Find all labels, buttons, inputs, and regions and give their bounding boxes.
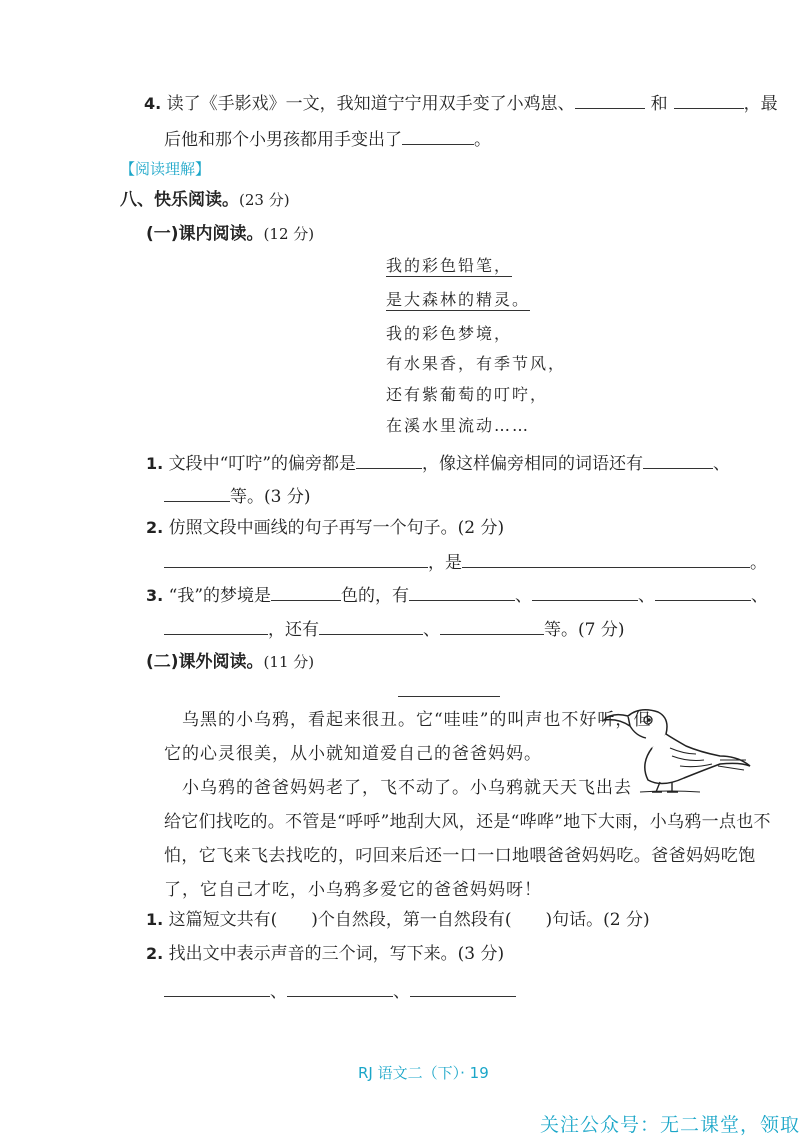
part1-question-1-line-1	[146, 450, 730, 476]
answer-blank[interactable]	[164, 616, 268, 635]
part1-question-2-answer	[164, 549, 767, 575]
part1-question-1-line-2	[164, 483, 310, 509]
answer-blank[interactable]	[462, 549, 750, 568]
question-text: 、	[270, 982, 287, 1002]
question-text: 等。(7 分)	[544, 620, 625, 640]
answer-blank[interactable]	[319, 616, 423, 635]
question-4-line-1	[144, 90, 778, 116]
answer-blank[interactable]	[440, 616, 544, 635]
story-paragraph-2-line-3: 怕，它飞来飞去找吃的，叼回来后还一口一口地喂爸爸妈妈吃。爸爸妈妈吃饱	[164, 846, 756, 866]
question-text: 。	[750, 553, 767, 573]
underlined-text: 我的彩色铅笔，	[386, 256, 513, 275]
part-score: (11 分)	[263, 653, 315, 671]
story-paragraph-2-line-2: 给它们找吃的。不管是“呼呼”地刮大风，还是“哗哗”地下大雨，小乌鸦一点也不	[164, 812, 771, 832]
answer-blank[interactable]	[532, 582, 638, 601]
part-1-title	[146, 222, 314, 246]
answer-blank[interactable]	[164, 978, 270, 997]
question-text: 、	[713, 454, 731, 474]
question-text: 、	[638, 586, 656, 606]
answer-blank[interactable]	[643, 450, 713, 469]
poem-line-3: 我的彩色梦境，	[386, 324, 513, 343]
part2-question-1	[146, 908, 650, 932]
part-heading: (二)课外阅读。	[146, 652, 264, 672]
question-text: 、	[751, 586, 769, 606]
question-number: 2.	[146, 518, 164, 537]
question-text: 、	[515, 586, 533, 606]
answer-blank[interactable]	[674, 90, 744, 109]
answer-blank[interactable]	[356, 450, 422, 469]
answer-blank[interactable]	[271, 582, 341, 601]
poem-line-4: 有水果香，有季节风，	[386, 354, 567, 373]
question-text: 。	[474, 130, 491, 150]
question-text: 仿照文段中画线的句子再写一个句子。(2 分)	[168, 518, 505, 538]
question-text: ，还有	[268, 620, 319, 640]
part2-question-2-answer	[164, 978, 516, 1004]
question-number: 3.	[146, 586, 164, 605]
question-text: 找出文中表示声音的三个词，写下来。(3 分)	[168, 944, 505, 964]
part-heading: (一)课内阅读。	[146, 224, 264, 244]
question-text: 这篇短文共有( )个自然段，第一自然段有( )句话。(2 分)	[168, 910, 650, 930]
poem-line-6: 在溪水里流动……	[386, 416, 531, 435]
story-paragraph-2-line-4: 了，它自己才吃，小乌鸦多爱它的爸爸妈妈呀！	[164, 880, 542, 900]
story-title-blank[interactable]	[398, 696, 500, 697]
question-text: ，最	[743, 94, 778, 114]
question-text: 后他和那个小男孩都用手变出了	[164, 130, 402, 150]
question-number: 1.	[146, 454, 164, 473]
answer-blank[interactable]	[655, 582, 751, 601]
poem-line-5: 还有紫葡萄的叮咛，	[386, 385, 549, 404]
question-text: 、	[393, 982, 410, 1002]
question-number: 4.	[144, 94, 162, 113]
poem-line-2	[386, 288, 530, 312]
section-heading: 八、快乐阅读。	[120, 190, 239, 210]
story-paragraph-1-line-1: 乌黑的小乌鸦，看起来很丑。它“哇哇”的叫声也不好听，但	[182, 710, 652, 730]
answer-blank[interactable]	[164, 549, 428, 568]
answer-blank[interactable]	[287, 978, 393, 997]
part1-question-2	[146, 516, 504, 540]
part2-question-2	[146, 942, 504, 966]
story-paragraph-1-line-2: 它的心灵很美，从小就知道爱自己的爸爸妈妈。	[164, 744, 542, 764]
part-2-title	[146, 650, 314, 674]
question-4-line-2	[164, 126, 491, 152]
answer-blank[interactable]	[409, 582, 515, 601]
question-number: 1.	[146, 910, 164, 929]
question-text: ，是	[428, 553, 462, 573]
answer-blank[interactable]	[410, 978, 516, 997]
section-tag: 【阅读理解】	[120, 160, 211, 178]
watermark-text: 关注公众号：无二课堂，领取	[540, 1114, 800, 1136]
question-text: 等。(3 分)	[230, 487, 311, 507]
question-text: 、	[423, 620, 440, 640]
question-text: ，像这样偏旁相同的词语还有	[422, 454, 644, 474]
answer-blank[interactable]	[402, 126, 474, 145]
answer-blank[interactable]	[575, 90, 645, 109]
question-text: 色的，有	[341, 586, 410, 606]
question-text: “我”的梦境是	[168, 586, 272, 606]
answer-blank[interactable]	[164, 483, 230, 502]
poem-line-1	[386, 254, 512, 278]
question-text: 文段中“叮咛”的偏旁都是	[168, 454, 357, 474]
underlined-text: 是大森林的精灵。	[386, 290, 531, 309]
part1-question-3-line-1	[146, 582, 768, 608]
section-title	[120, 188, 290, 212]
part1-question-3-line-2	[164, 616, 624, 642]
question-number: 2.	[146, 944, 164, 963]
section-score: (23 分)	[239, 191, 290, 209]
story-paragraph-2-line-1: 小乌鸦的爸爸妈妈老了，飞不动了。小乌鸦就天天飞出去	[182, 778, 632, 798]
part-score: (12 分)	[263, 225, 315, 243]
page-footer: RJ 语文二（下）· 19	[358, 1064, 489, 1082]
question-text: 读了《手影戏》一文，我知道宁宁用双手变了小鸡崽、	[166, 94, 575, 114]
connector-text: 和	[650, 94, 668, 114]
